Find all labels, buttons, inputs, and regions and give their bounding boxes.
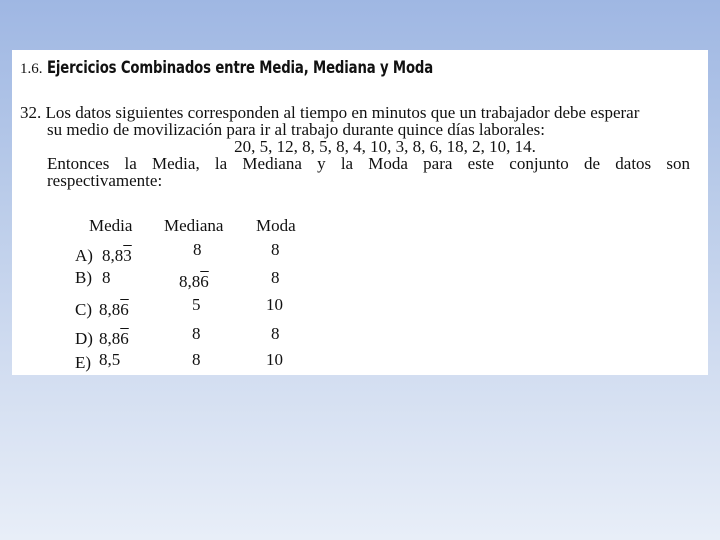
option-d-moda: 8 — [271, 324, 280, 343]
header-mediana: Mediana — [164, 216, 224, 235]
option-b-letter: B) — [75, 268, 92, 287]
option-e-letter: E) — [75, 353, 92, 372]
data-values-line: 20, 5, 12, 8, 5, 8, 4, 10, 3, 8, 6, 18, 2, 10, 14. — [234, 137, 536, 156]
header-moda: Moda — [256, 216, 296, 235]
header-media: Media — [89, 216, 133, 235]
option-a-mediana: 8 — [193, 240, 202, 259]
problem-line-4: Entonces la Media, la Mediana y la Moda para este conjunto de datos son — [47, 154, 690, 173]
option-e-moda: 10 — [266, 350, 283, 369]
option-c-moda: 10 — [266, 295, 283, 314]
repeating-bar: 6 — [200, 272, 209, 291]
repeating-bar: 6 — [120, 300, 129, 319]
option-b-mediana: 8,86 — [179, 272, 209, 291]
option-a-media: 8,83 — [102, 246, 132, 265]
option-c-media: 8,86 — [99, 300, 129, 319]
option-c-mediana: 5 — [192, 295, 201, 314]
option-c-letter: C) — [75, 300, 92, 319]
problem-statement — [20, 104, 690, 189]
option-a-moda: 8 — [271, 240, 280, 259]
option-d-media: 8,86 — [99, 329, 129, 348]
option-b-media: 8 — [102, 268, 111, 287]
slide-content-card — [12, 50, 708, 375]
answer-options — [12, 216, 708, 376]
option-e-media: 8,5 — [99, 350, 121, 369]
problem-line-5: respectivamente: — [47, 171, 163, 190]
option-d-mediana: 8 — [192, 324, 201, 343]
repeating-bar: 3 — [123, 246, 132, 265]
problem-number: 32. — [20, 103, 42, 122]
problem-line-2: su medio de movilización para ir al trabajo durante quince días laborales: — [47, 120, 546, 139]
section-title: Ejercicios Combinados entre Media, Mediana y Moda — [46, 58, 433, 78]
option-e-mediana: 8 — [192, 350, 201, 369]
repeating-bar: 6 — [120, 329, 129, 348]
problem-line-1: 32. Los datos siguientes corresponden al tiempo en minutos que un trabajador debe esperar — [20, 103, 640, 122]
option-a-letter: A) — [75, 246, 93, 265]
section-number: 1.6. — [20, 61, 43, 77]
option-d-letter: D) — [75, 329, 93, 348]
section-heading — [20, 58, 541, 78]
option-b-moda: 8 — [271, 268, 280, 287]
